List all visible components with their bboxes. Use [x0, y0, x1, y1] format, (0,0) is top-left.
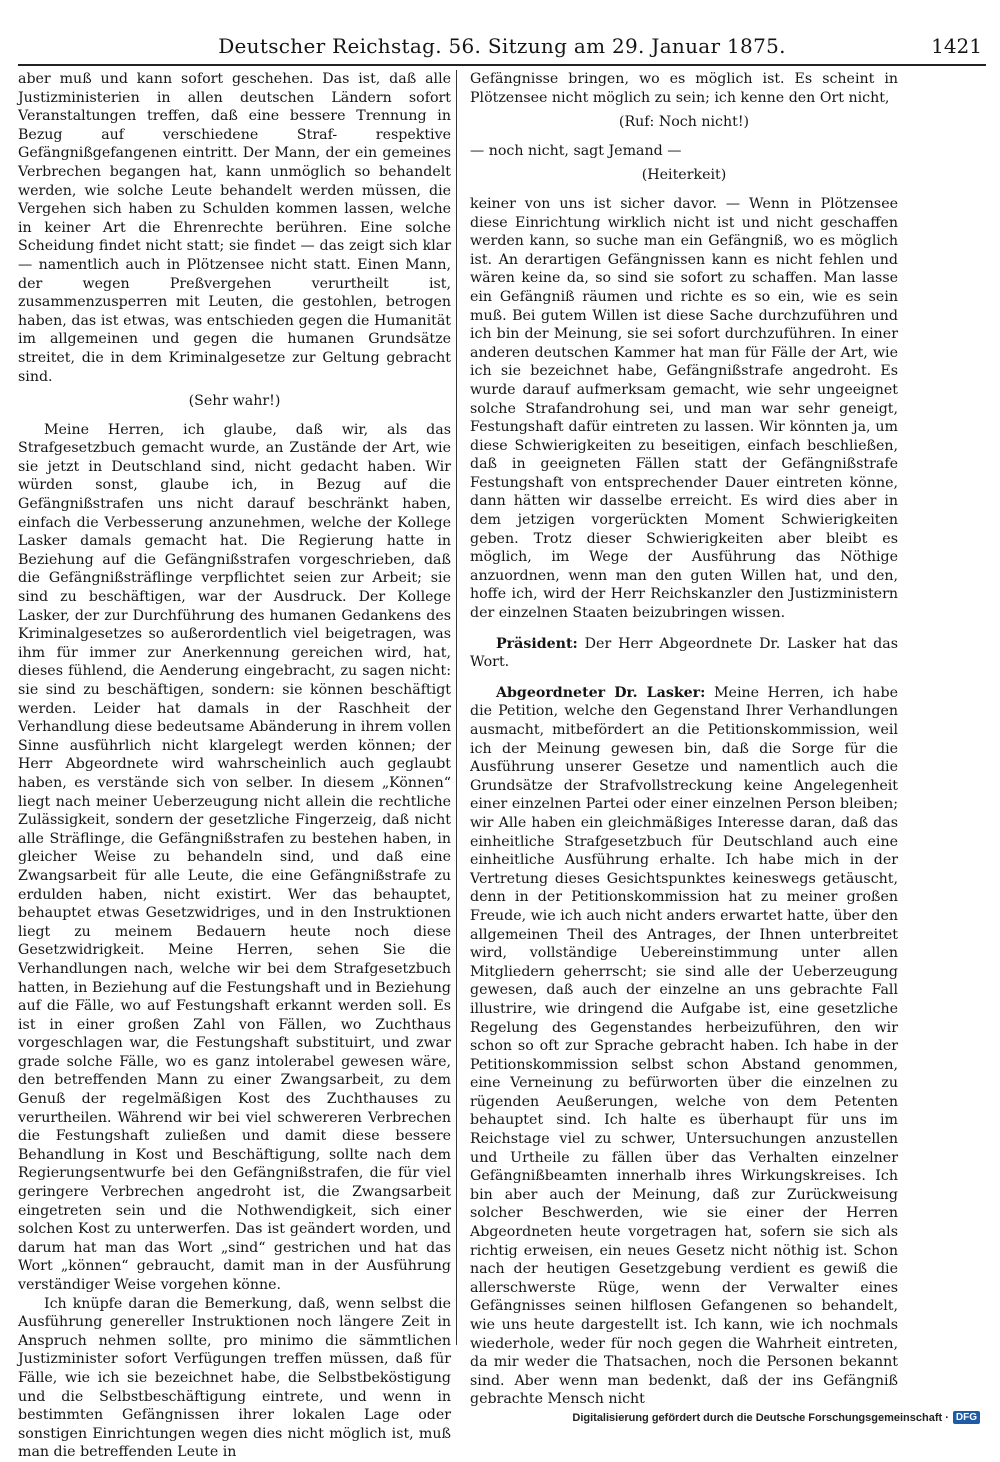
column-divider: [456, 70, 457, 1345]
interjection: (Heiterkeit): [641, 167, 727, 184]
right-column: [470, 70, 898, 1409]
page-number: 1421: [931, 34, 982, 58]
dfg-logo: DFG: [953, 1411, 980, 1424]
paragraph: aber muß und kann sofort geschehen. Das ist, daß alle Justizministerien in allen deutschen Ländern sofort Veranstaltungen treffen, daß eine bessere Trennung in Bezug auf verschiedene Straf- respektive Gefängnißgefangenen eintritt. Der Mann, der ein gemeines Verbrechen begangen hat, kann unmöglich so behandelt werden, wie solche Leute behandelt werden müssen, die Vergehen sich haben zu Schulden kommen lassen, welche in keiner Art die Ehrenrechte berühren. Eine solche Scheidung findet nicht statt; sie findet — das zeigt sich klar — namentlich auch in Plötzensee nicht statt. Einen Mann, der wegen Preßvergehen verurtheilt ist, zusammenzusperren mit Leuten, die gestohlen, betrogen haben, das ist etwas, was entschieden gegen die Humanität im allgemeinen und gegen die humanen Grundsätze streitet, die in dem Kriminalgesetze zur Geltung gebracht sind.: [18, 71, 451, 385]
speaker-label: Präsident:: [496, 635, 578, 652]
footer-text: Digitalisierung gefördert durch die Deutsche Forschungsgemeinschaft ·: [572, 1411, 949, 1424]
paragraph: Ich knüpfe daran die Bemerkung, daß, wenn selbst die Ausführung genereller Instruktionen noch längere Zeit in Anspruch nehmen sollte, pro minimo die sämmtlichen Justizminister sofort Verfügungen treffen müssen, daß für Fälle, wie ich sie bezeichnet habe, die Selbstbeköstigung und die Selbstbeschäftigung eintrete, und wenn in bestimmten Gefängnissen ihrer lokalen Lage oder sonstigen Einrichtungen wegen dies nicht möglich ist, muß man die betreffenden Leute in: [18, 1295, 451, 1461]
lasker-paragraph: [470, 684, 898, 1409]
header-title: Deutscher Reichstag. 56. Sitzung am 29. Januar 1875.: [218, 34, 786, 58]
spacer: [470, 672, 898, 684]
paragraph: — noch nicht, sagt Jemand —: [470, 142, 682, 159]
speech-text: Der Herr Abgeordnete Dr. Lasker hat das Wort.: [470, 635, 898, 671]
paragraph: keiner von uns ist sicher davor. — Wenn in Plötzensee diese Einrichtung wirklich nicht ist und nicht geschaffen werden kann, so suche man ein Gefängniß, wo es möglich ist. An derartigen Gefängnissen kann es nicht fehlen und wären keine da, so sind sie sofort zu schaffen. Man lasse ein Gefängniß räumen und richte es so ein, wie es sein muß. Bei gutem Willen ist diese Sache durchzuführen und ich bin der Meinung, sie sei sofort durchzuführen. In einer anderen deutschen Kammer hat man für Fälle der Art, wie ich sie bezeichnet habe, Gefängnißstrafe angedroht. Es wurde darauf aufmerksam gemacht, wie sehr ungeeignet solche Strafandrohung sei, und man war sehr geneigt, Festungshaft dafür eintreten zu lassen. Wir könnten ja, um diese Schwierigkeiten zu beseitigen, einfach beschließen, daß in geeigneten Fällen statt der Gefängnißstrafe Festungshaft von entsprechender Dauer eintreten könne, dann hätten wir dasselbe erreicht. Es wird dies aber in dem jetzigen vorgerückten Moment Schwierigkeiten geben. Trotz dieser Schwierigkeiten aber bleibt es möglich, im Wege der Ausführung das Nöthige anzuordnen, wenn man den guten Willen hat, und den, hoffe ich, wird der Herr Reichskanzler den Justizministern der einzelnen Staaten beizubringen wissen.: [470, 195, 898, 622]
interjection: (Ruf: Noch nicht!): [618, 114, 750, 131]
interjection: (Sehr wahr!): [188, 393, 281, 410]
left-column: [18, 70, 451, 1462]
paragraph: Gefängnisse bringen, wo es möglich ist. Es scheint in Plötzensee nicht möglich zu sein; ich kenne den Ort nicht,: [470, 71, 898, 106]
speaker-label: Abgeordneter Dr. Lasker:: [496, 684, 706, 701]
president-paragraph: [470, 635, 898, 672]
digitization-footer: [572, 1411, 980, 1424]
paragraph: Meine Herren, ich glaube, daß wir, als das Strafgesetzbuch gemacht wurde, an Zustände der Art, wie sie jetzt in Deutschland sind, nicht gedacht haben. Wir würden sonst, glaube ich, in Bezug auf die Gefängnißstrafen uns nicht darauf beschränkt haben, einfach die Verbesserung anzunehmen, welche der Kollege Lasker damals gemacht hat. Die Regierung hatte in Beziehung auf die Gefängnißstrafen vorgeschrieben, daß die Gefängnißsträflinge verpflichtet seien zur Arbeit; sie sind zu beschäftigen, war der Ausdruck. Der Kollege Lasker, der zur Durchführung des humanen Gedankens des Kriminalgesetzes so außerordentlich viel beigetragen, was ihm für immer zur Anerkennung gereichen wird, hat, dieses fühlend, die Aenderung eingebracht, zu sagen nicht: sie sind zu beschäftigen, sondern: sie können beschäftigt werden. Leider hat damals in der Raschheit der Verhandlung diese bedeutsame Abänderung in ihrem vollen Sinne ausführlich nicht klargelegt werden können; der Herr Abgeordnete wird wahrscheinlich auch geglaubt haben, es verstände sich von selber. In diesem „Können“ liegt nach meiner Ueberzeugung nicht allein die rechtliche Zulässigkeit, sondern der gesetzliche Fingerzeig, daß nicht alle Sträflinge, die Gefängnißstrafen zu bestehen haben, in gleicher Weise zu behandeln sind, und daß eine Zwangsarbeit für alle Leute, die eine Gefängnißstrafe zu erdulden haben, nicht existirt. Wer das behauptet, behauptet etwas Gesetzwidriges, und in den Instruktionen liegt zu meinem Bedauern heute noch diese Gesetzwidrigkeit. Meine Herren, sehen Sie die Verhandlungen nach, welche wir bei dem Strafgesetzbuch hatten, in Beziehung auf die Festungshaft und in Beziehung auf die Fälle, wo auf Festungshaft erkannt werden soll. Es ist in einer großen Zahl von Fällen, wo Zuchthaus vorgeschlagen war, die Festungshaft substituirt, und zwar grade solche Fälle, wo es ganz intolerabel gewesen wäre, den betreffenden Mann zu einer Zwangsarbeit, zu dem Genuß der regelmäßigen Kost des Zuchthauses zu verurtheilen. Während wir bei viel schwereren Verbrechen die Festungshaft zuließen und damit diese bessere Behandlung in Kost und Beschäftigung, sollte nach dem Regierungsentwurfe bei den Gefängnißstrafen, die für viel geringere Verbrechen angedroht ist, die Zwangsarbeit eingetreten sein und die Nothwendigkeit, sich einer solchen Kost zu unterwerfen. Das ist geändert worden, und darum hat man das Wort „sind“ gestrichen und hat das Wort „können“ gebraucht, damit man in der Ausführung verständiger Weise vorgehen könne.: [18, 421, 451, 1293]
spacer: [470, 623, 898, 635]
speech-text: Meine Herren, ich habe die Petition, welche den Gegenstand Ihrer Verhandlungen ausmacht, mitbefördert an die Petitionskommission, weil ich der Meinung gewesen bin, daß die Sorge für die Ausführung unserer Gesetze und namentlich auch die Grundsätze der Strafvollstreckung keine Angelegenheit einer einzelnen Partei oder einer einzelnen Person bleiben; wir Alle haben ein gleichmäßiges Interesse daran, daß das einheitliche Strafgesetzbuch für Deutschland auch eine einheitliche Ausführung erhalte. Ich habe mich in der Vertretung dieses Gesichtspunktes keineswegs getäuscht, denn in der Petitionskommission hat zu meiner großen Freude, wie ich auch nicht anders erwartet hatte, über den allgemeinen Theil des Antrages, der Ihnen unterbreitet wird, vollständige Uebereinstimmung unter allen Mitgliedern geherrscht; sie sind alle der Ueberzeugung gewesen, daß auch der einzelne an uns gebrachte Fall illustrire, wie dringend die Aufgabe ist, eine gesetzliche Regelung des Gegenstandes herbeizuführen, den wir schon so oft zur Sprache gebracht haben. Ich habe in der Petitionskommission selbst schon Abstand genommen, eine Verneinung zu befürworten über die einzelnen zu rügenden Aeußerungen, welche von dem Petenten behauptet sind. Ich halte es überhaupt für uns im Reichstage viel zu schwer, Untersuchungen anzustellen und Urtheile zu fällen über das Verhalten einzelner Gefängnißbeamten innerhalb ihres Wirkungskreises. Ich bin aber auch der Meinung, daß zur Zurückweisung solcher Beschwerden, wie sie einer der Herren Abgeordneten heute vorgetragen hat, sofern sie sich als richtig erweisen, ein neues Gesetz nicht nöthig ist. Schon nach der heutigen Gesetzgebung verdient es gewiß die allerschwerste Rüge, wenn der Verwalter eines Gefängnisses seinen hilflosen Gefangenen so behandelt, wie uns heute dargestellt ist. Ich kann, wie ich nochmals wiederhole, weder für noch gegen die Wahrheit eintreten, da mir weder die Thatsachen, noch die Personen bekannt sind. Aber wenn man bedenkt, daß der ins Gefängniß gebrachte Mensch nicht: [470, 684, 898, 1408]
running-header: [18, 30, 986, 66]
